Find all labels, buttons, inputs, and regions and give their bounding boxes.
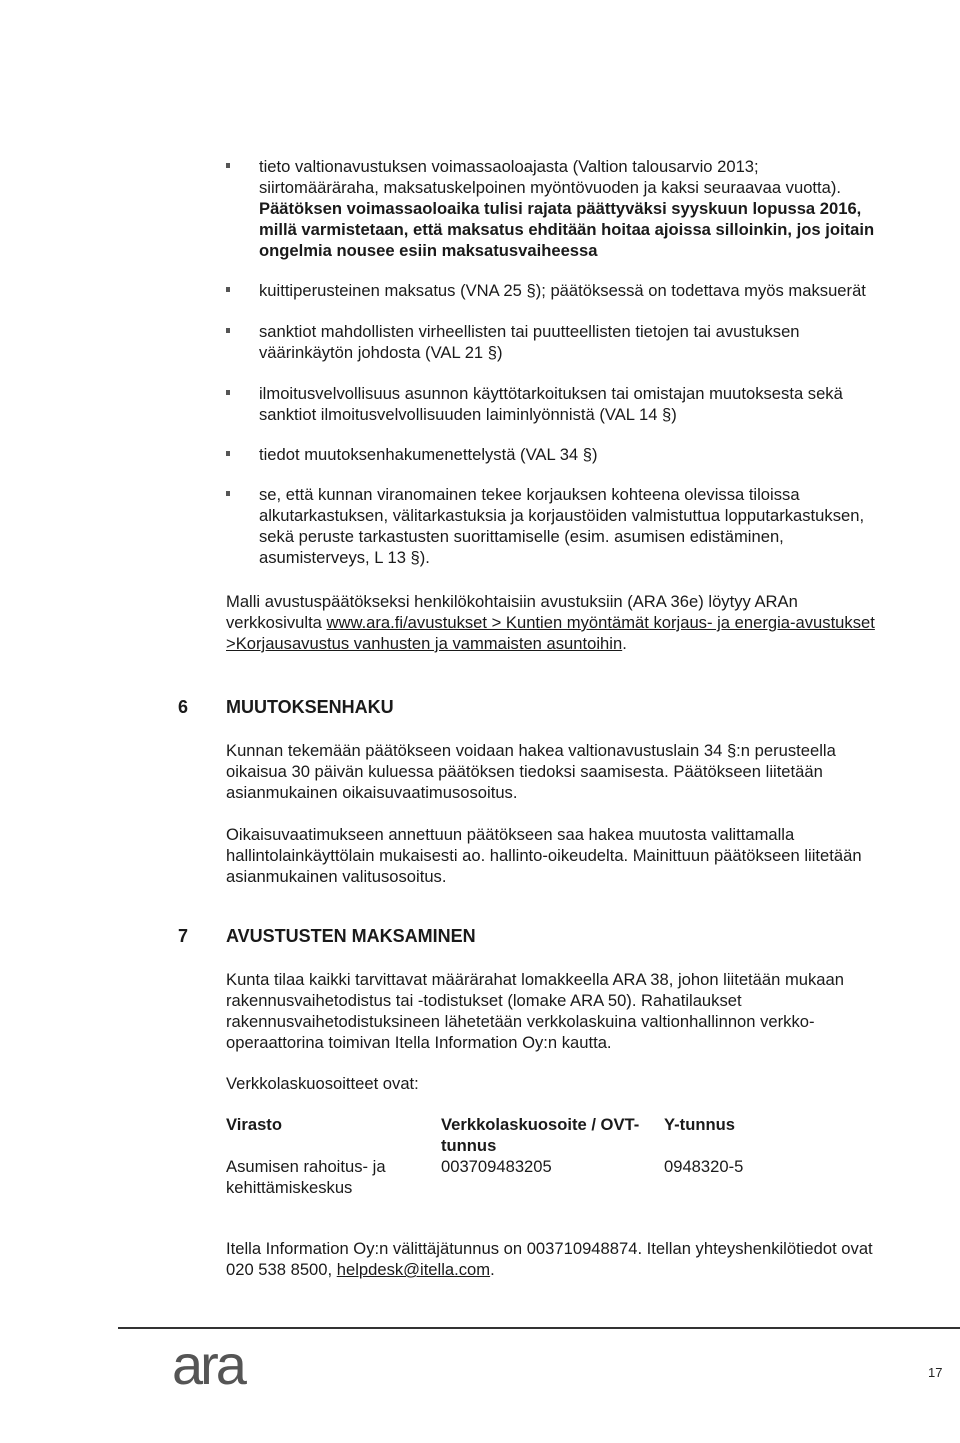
itella-end: . bbox=[490, 1260, 495, 1279]
section-number: 6 bbox=[178, 697, 189, 717]
itella-paragraph bbox=[226, 1238, 876, 1280]
malli-paragraph bbox=[226, 591, 876, 654]
section-7-heading bbox=[178, 926, 476, 947]
list-item-text: kuittiperusteinen maksatus (VNA 25 §); päätöksessä on todettava myös maksuerät bbox=[259, 281, 866, 300]
footer-divider bbox=[118, 1327, 960, 1329]
table-cell-virasto: Asumisen rahoitus- ja kehittämiskeskus bbox=[226, 1157, 386, 1197]
bullet-icon bbox=[226, 451, 230, 456]
list-item bbox=[226, 156, 876, 261]
section-7-paragraph-1: Kunta tilaa kaikki tarvittavat määrärahat lomakkeella ARA 38, johon liitetään mukaan rakennusvaihetodistus tai -todistukset (lomake ARA 50). Rahatilaukset rakennusvaihetodistuksineen lähetetään verkkolaskuina valtionhallinnon verkko-operaattorina toimivan Itella Information Oy:n kautta. bbox=[226, 970, 844, 1052]
bullet-icon bbox=[226, 287, 230, 292]
list-item bbox=[226, 383, 876, 425]
list-item-text: ilmoitusvelvollisuus asunnon käyttötarkoituksen tai omistajan muutoksesta sekä sanktiot ilmoitusvelvollisuuden laiminlyönnistä (VAL 14 §) bbox=[259, 384, 843, 424]
section-title: AVUSTUSTEN MAKSAMINEN bbox=[226, 926, 476, 946]
bullet-icon bbox=[226, 328, 230, 333]
table-header-verkkolaskuosoite: Verkkolaskuosoite / OVT-tunnus bbox=[441, 1115, 640, 1155]
list-item-text: tieto valtionavustuksen voimassaoloajasta (Valtion talousarvio 2013; siirtomääräraha, maksatuskelpoinen myöntövuoden ja kaksi seuraavaa vuotta). bbox=[259, 157, 842, 197]
section-title: MUUTOKSENHAKU bbox=[226, 697, 394, 717]
table-cell-verkkolaskuosoite: 003709483205 bbox=[441, 1157, 552, 1176]
itella-text: Itella Information Oy:n välittäjätunnus on 003710948874. Itellan yhteyshenkilötiedot ovat 020 538 8500, bbox=[226, 1239, 873, 1279]
ara-logo: ara bbox=[172, 1333, 244, 1396]
section-7-paragraph-2: Verkkolaskuosoitteet ovat: bbox=[226, 1074, 419, 1093]
table-header-y-tunnus: Y-tunnus bbox=[664, 1115, 735, 1134]
table-header-virasto: Virasto bbox=[226, 1115, 282, 1134]
malli-end: . bbox=[622, 634, 627, 653]
ara-website-link[interactable]: www.ara.fi/avustukset > Kuntien myöntämät korjaus- ja energia-avustukset >Korjausavustus vanhusten ja vammaisten asuntoihin bbox=[226, 613, 875, 653]
section-6-heading bbox=[178, 697, 394, 718]
bullet-icon bbox=[226, 491, 230, 496]
malli-text: Malli avustuspäätökseksi henkilökohtaisiin avustuksiin (ARA 36e) löytyy ARAn verkkosivulta bbox=[226, 592, 798, 632]
list-item-bold-text: Päätöksen voimassaoloaika tulisi rajata päättyväksi syyskuun lopussa 2016, millä varmistetaan, että maksatus ehditään hoitaa ajoissa silloinkin, jos joitain ongelmia nousee esiin maksatusvaiheessa bbox=[259, 199, 875, 260]
section-6-paragraph-1: Kunnan tekemään päätökseen voidaan hakea valtionavustuslain 34 §:n perusteella oikaisua 30 päivän kuluessa päätöksen tiedoksi saamisesta. Päätökseen liitetään asianmukainen oikaisuvaatimusosoitus. bbox=[226, 741, 836, 802]
list-item-text: sanktiot mahdollisten virheellisten tai puutteellisten tietojen tai avustuksen väärinkäytön johdosta (VAL 21 §) bbox=[259, 322, 800, 362]
section-6-paragraph-2: Oikaisuvaatimukseen annettuun päätökseen saa hakea muutosta valittamalla hallintolainkäyttölain mukaisesti ao. hallinto-oikeudelta. Mainittuun päätökseen liitetään asianmukainen valitusosoitus. bbox=[226, 825, 862, 886]
list-item bbox=[226, 444, 876, 465]
page-number: 17 bbox=[928, 1365, 943, 1380]
section-number: 7 bbox=[178, 926, 189, 946]
requirements-list bbox=[226, 156, 876, 568]
list-item-text: se, että kunnan viranomainen tekee korjauksen kohteena olevissa tiloissa alkutarkastuksen, välitarkastuksia ja korjaustöiden valmistuttua lopputarkastuksen, sekä peruste tarkastusten suorittamiselle (esim. asumisen edistäminen, asumisterveys, L 13 §). bbox=[259, 485, 865, 567]
bullet-icon bbox=[226, 390, 230, 395]
list-item bbox=[226, 321, 876, 363]
list-item bbox=[226, 280, 876, 301]
bullet-icon bbox=[226, 163, 230, 168]
list-item bbox=[226, 484, 876, 568]
list-item-text: tiedot muutoksenhakumenettelystä (VAL 34 §) bbox=[259, 445, 598, 464]
table-cell-y-tunnus: 0948320-5 bbox=[664, 1157, 744, 1176]
helpdesk-email-link[interactable]: helpdesk@itella.com bbox=[336, 1260, 491, 1279]
